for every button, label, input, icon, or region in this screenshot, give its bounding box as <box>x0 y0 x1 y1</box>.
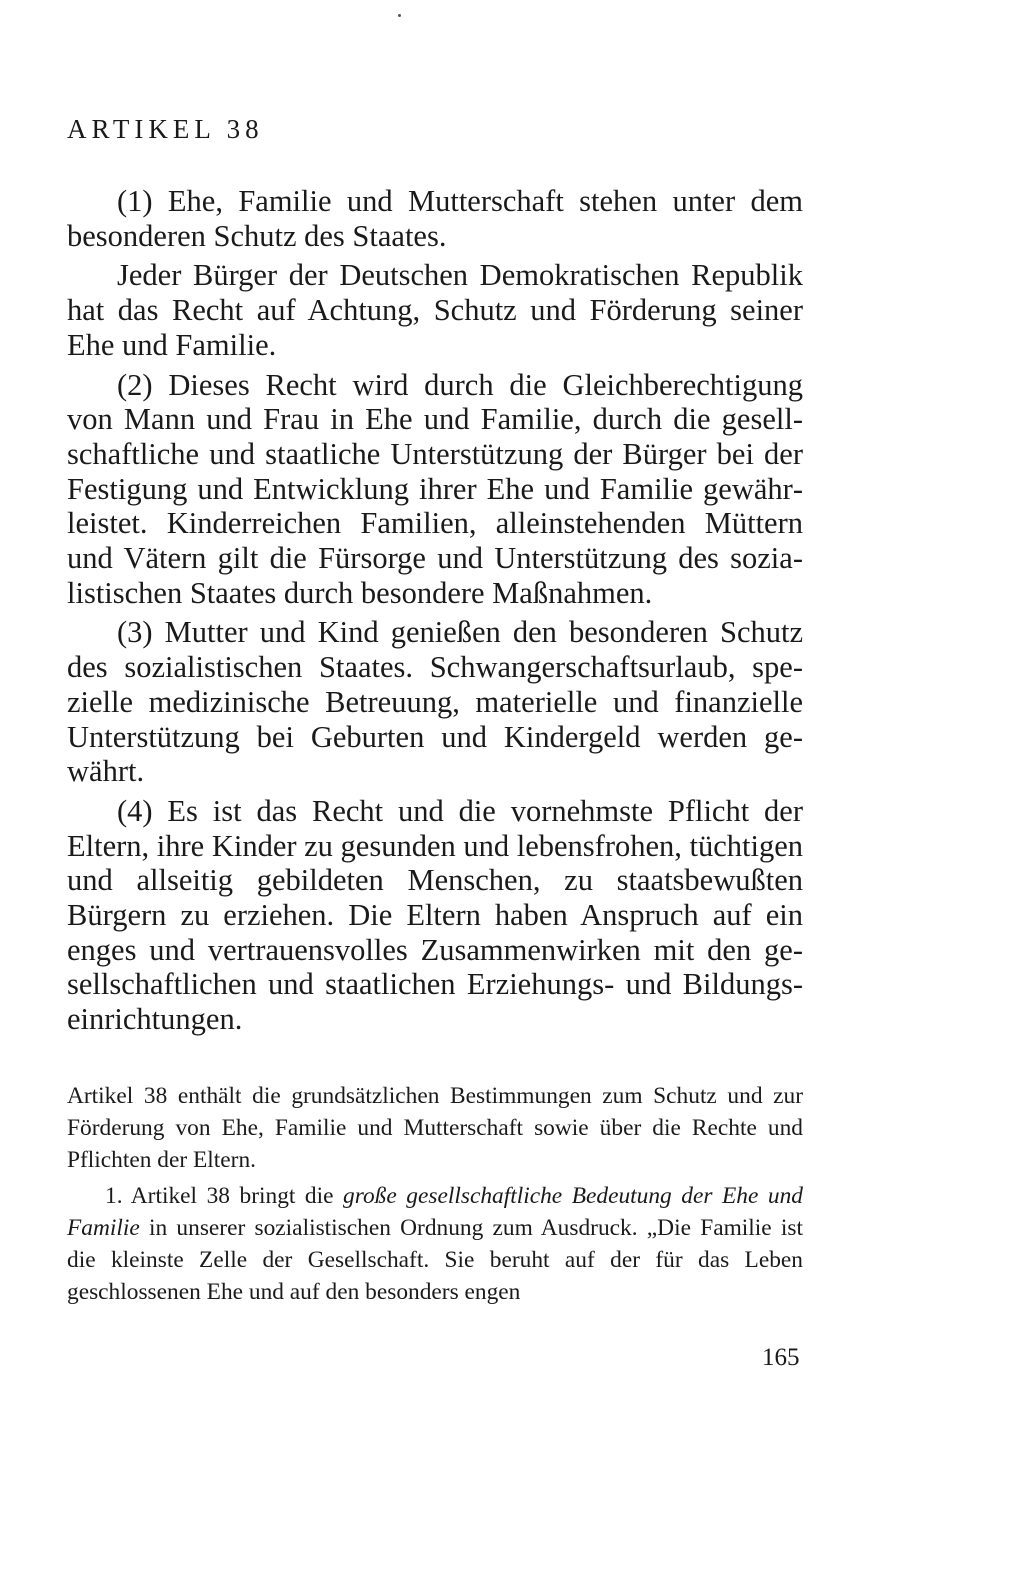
commentary-point-1-emphasis: große gesellschaftliche Bedeutung der Ehe und Familie <box>67 1183 803 1241</box>
article-text <box>67 184 803 1042</box>
article-paragraph-2: Jeder Bürger der Deutschen Demokratischen Republik hat das Recht auf Achtung, Schutz und Förderung seiner Ehe und Familie. <box>67 258 803 362</box>
commentary-point-1 <box>67 1180 803 1308</box>
article-paragraph-1: (1) Ehe, Familie und Mutterschaft stehen unter dem besonderen Schutz des Staates. <box>67 184 803 253</box>
print-speck <box>398 14 401 17</box>
page-number: 165 <box>762 1344 800 1371</box>
commentary-text <box>67 1080 803 1312</box>
commentary-point-1-rest: in unserer sozialistischen Ordnung zum Ausdruck. „Die Familie ist die kleinste Zelle der Gesellschaft. Sie beruht auf der für das Leben geschlossenen Ehe und auf den besonders engen <box>67 1215 803 1305</box>
article-paragraph-3: (2) Dieses Recht wird durch die Gleichberechtigung von Mann und Frau in Ehe und Familie, durch die gesellschaftliche und staatliche Unterstützung der Bürger bei der Festigung und Entwicklung ihrer Ehe und Familie gewährleistet. Kinderreichen Familien, alleinstehenden Müttern und Vätern gilt die Fürsorge und Unterstützung des sozialistischen Staates durch besondere Maßnahmen. <box>67 367 803 610</box>
commentary-point-1-lead: 1. Artikel 38 bringt die <box>105 1183 344 1209</box>
commentary-intro: Artikel 38 enthält die grundsätzlichen Bestimmungen zum Schutz und zur Förderung von Ehe, Familie und Mutterschaft sowie über die Rechte und Pflichten der Eltern. <box>67 1083 803 1173</box>
article-paragraph-5: (4) Es ist das Recht und die vornehmste Pflicht der Eltern, ihre Kinder zu gesunden und lebensfrohen, tüchtigen und allseitig gebildeten Menschen, zu staatsbewußten Bürgern zu erziehen. Die Eltern haben Anspruch auf ein enges und vertrauensvolles Zusammenwirken mit den gesellschaftlichen und staatlichen Erziehungs- und Bildungseinrichtungen. <box>67 793 804 1037</box>
article-paragraph-4: (3) Mutter und Kind genießen den besonderen Schutz des sozialistischen Staates. Schwangerschaftsurlaub, spezielle medizinische Betreuung, materielle und finanzielle Unterstützung bei Geburten und Kindergeld werden gewährt. <box>67 615 803 789</box>
article-heading: ARTIKEL 38 <box>67 114 264 144</box>
